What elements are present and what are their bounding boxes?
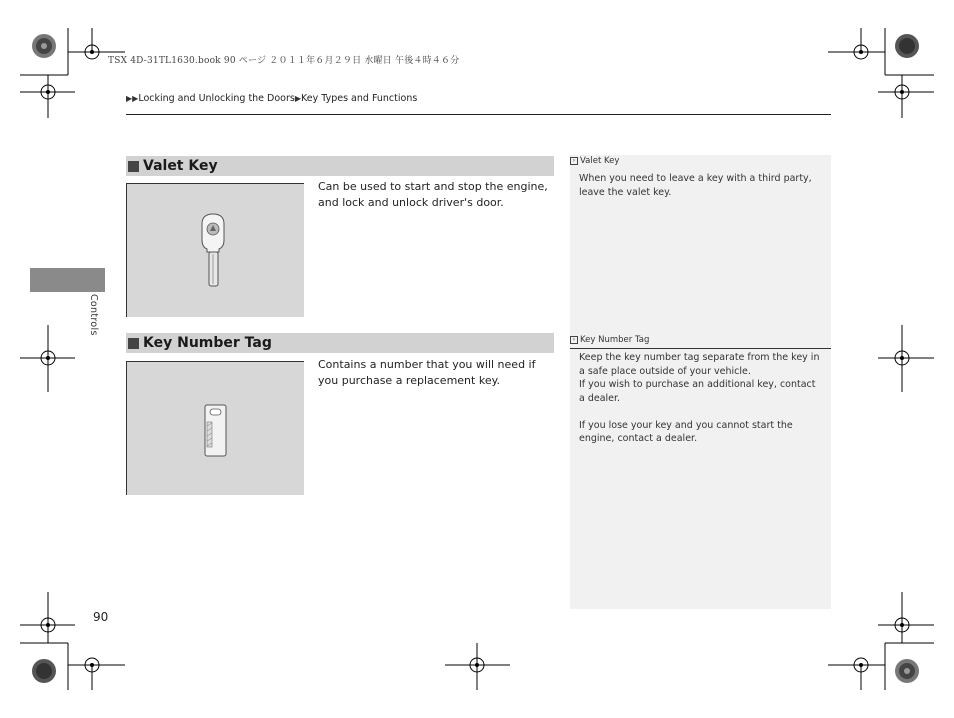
note-paragraph: If you wish to purchase an additional key, contact a dealer. [579, 379, 816, 404]
note-body-key-number-tag [579, 351, 823, 446]
note-reference-icon: › [570, 157, 578, 165]
header-rule [126, 114, 831, 115]
chapter-tab-label: Controls [88, 294, 99, 336]
note-paragraph: If you lose your key and you cannot start the engine, contact a dealer. [579, 419, 793, 444]
note-title-text: Key Number Tag [580, 335, 650, 345]
section-body-key-number-tag: Contains a number that you will need if you purchase a replacement key. [318, 358, 536, 387]
section-body-valet-key: Can be used to start and stop the engine, and lock and unlock driver's door. [318, 180, 548, 209]
note-title-key-number-tag [570, 335, 649, 345]
valet-key-icon [127, 184, 303, 316]
note-paragraph: When you need to leave a key with a third party, leave the valet key. [579, 173, 812, 198]
print-info-line: TSX 4D-31TL1630.book 90 ページ ２０１１年６月２９日 水曜日 午後４時４６分 [108, 56, 460, 66]
section-heading-valet-key [126, 156, 554, 176]
note-title-text: Valet Key [580, 156, 620, 166]
section-heading-text: Key Number Tag [143, 335, 272, 351]
section-heading-key-number-tag [126, 333, 554, 353]
key-number-tag-illustration [126, 361, 304, 495]
breadcrumb [126, 93, 417, 104]
breadcrumb-item-key-types: Key Types and Functions [301, 93, 418, 104]
chapter-tab [30, 268, 105, 292]
paragraph-gap [579, 405, 823, 419]
breadcrumb-item-locking: Locking and Unlocking the Doors [138, 93, 295, 104]
heading-square-icon [128, 161, 139, 172]
key-tag-icon [127, 362, 303, 494]
heading-square-icon [128, 338, 139, 349]
note-reference-icon: › [570, 336, 578, 344]
page-number: 90 [93, 610, 109, 624]
breadcrumb-arrow: ▶▶ [126, 94, 139, 103]
note-title-valet-key [570, 156, 619, 166]
note-divider [570, 348, 831, 349]
note-body-valet-key [579, 172, 823, 199]
valet-key-illustration [126, 183, 304, 317]
note-paragraph: Keep the key number tag separate from the key in a safe place outside of your vehicle. [579, 352, 820, 377]
section-heading-text: Valet Key [143, 158, 218, 174]
breadcrumb-arrow: ▶ [294, 94, 302, 103]
